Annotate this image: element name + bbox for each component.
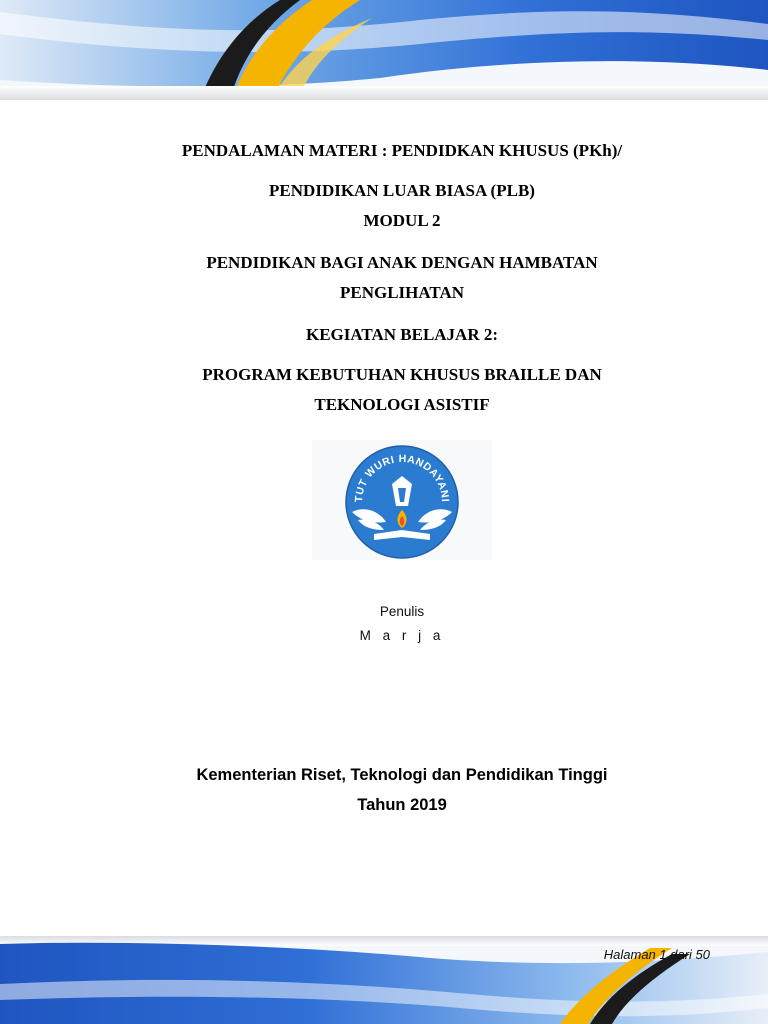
header-decor-band [0,0,768,100]
author-name: M a r j a [359,628,445,643]
title-line: PENDALAMAN MATERI : PENDIDKAN KHUSUS (PKh)/ [181,141,623,160]
title-line: KEGIATAN BELAJAR 2: [305,325,499,344]
author-label: Penulis [379,604,425,619]
title-line: PENDIDIKAN BAGI ANAK DENGAN HAMBATAN [206,253,598,272]
publisher-name: Kementerian Riset, Teknologi dan Pendidikan Tinggi [196,766,608,784]
title-line: PROGRAM KEBUTUHAN KHUSUS BRAILLE DAN [202,365,602,384]
publication-year: Tahun 2019 [357,796,447,814]
title-line: PENGLIHATAN [339,283,465,302]
tut-wuri-handayani-emblem-icon [312,440,492,560]
svg-text:TUT WURI HANDAYANI: TUT WURI HANDAYANI [352,452,452,503]
title-line: PENDIDIKAN LUAR BIASA (PLB) [269,181,535,200]
title-block [120,136,684,420]
header-swoosh-graphic [0,0,768,100]
title-line: MODUL 2 [363,211,441,230]
page-number: Halaman 1 dari 50 [603,947,710,962]
title-line: TEKNOLOGI ASISTIF [314,395,490,414]
tut-wuri-handayani-logo [312,440,492,560]
